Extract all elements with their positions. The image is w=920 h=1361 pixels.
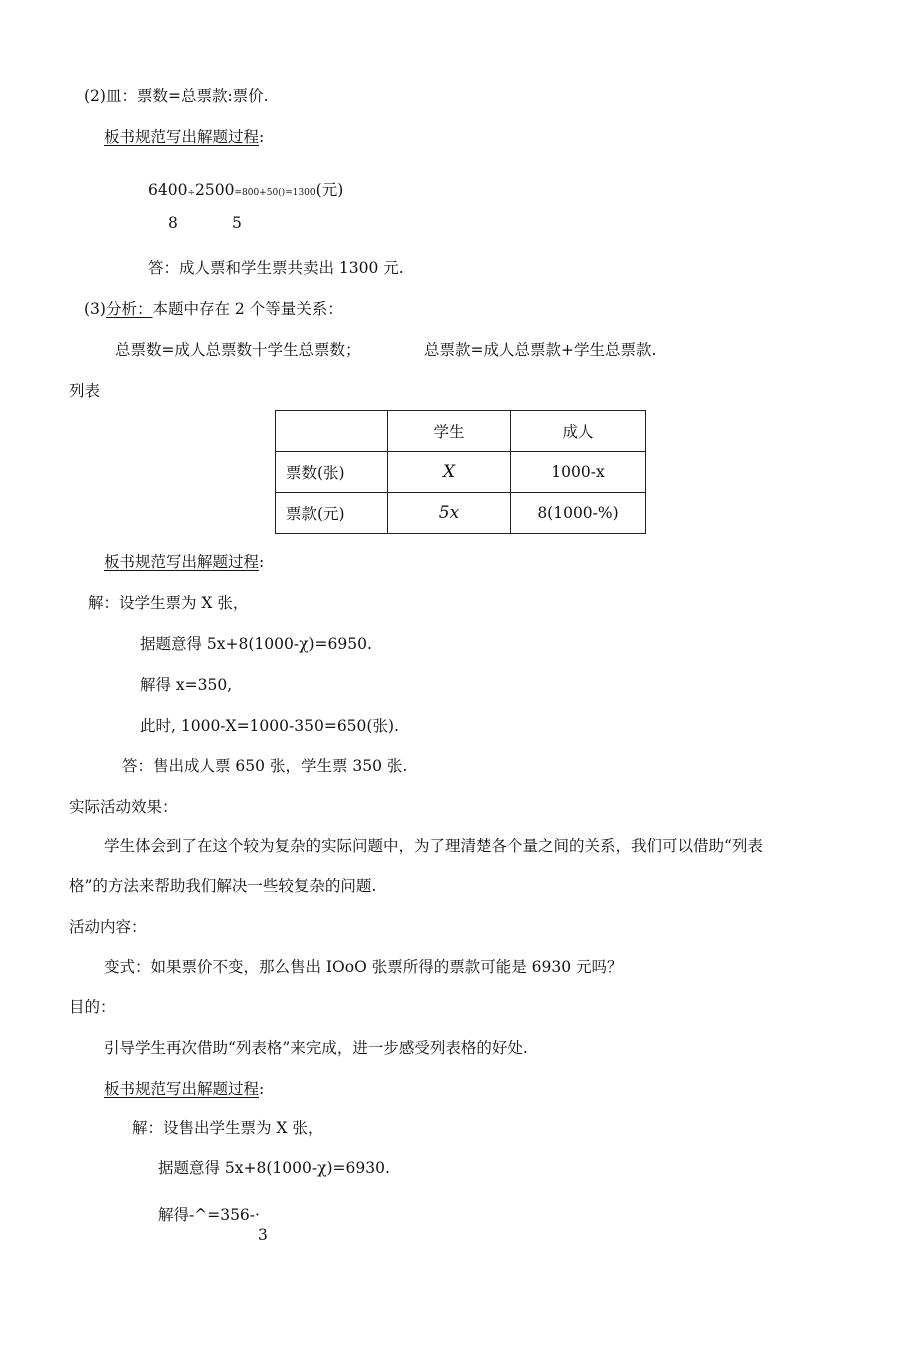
table-header-cell: 成人: [511, 411, 646, 452]
denominator-1: 8: [168, 214, 178, 232]
effect-paragraph-line1: 学生体会到了在这个较为复杂的实际问题中，为了理清楚各个量之间的关系，我们可以借助“列表: [104, 837, 763, 855]
relation-2: 总票款=成人总票款+学生总票款.: [424, 341, 657, 359]
equation-num1: 6400: [148, 181, 188, 199]
table-header-row: [276, 411, 646, 452]
board-heading-3: [104, 1079, 264, 1099]
table-row: [276, 452, 646, 493]
relation-1: 总票数=成人总票数十学生总票数；: [115, 341, 361, 359]
goal-paragraph: 引导学生再次借助“列表格”来完成，进一步感受列表格的好处.: [104, 1039, 528, 1057]
table-cell: 1000-x: [511, 452, 646, 493]
board-heading-3-text: 板书规范写出解题过程: [104, 1080, 260, 1098]
denominator-2: 5: [232, 214, 242, 232]
solution-line: 解得 x=350,: [140, 676, 233, 694]
table-cell: 8(1000-%): [511, 493, 646, 534]
table-header-cell: [276, 411, 388, 452]
solution-line: 解：设售出学生票为 X 张，: [132, 1119, 324, 1137]
answer-1: 答：成人票和学生票共卖出 1300 元.: [148, 259, 404, 277]
board-heading-1-colon: :: [259, 128, 265, 146]
solution-line: 解：设学生票为 X 张，: [88, 594, 249, 612]
ticket-table: [275, 410, 646, 534]
table-cell: X: [388, 452, 511, 493]
table-cell: 5x: [388, 493, 511, 534]
equation-divide: ÷: [187, 188, 195, 198]
solution-line: 此时, 1000-X=1000-350=650(张).: [140, 717, 399, 735]
table-row: [276, 493, 646, 534]
equation-line: [148, 180, 343, 203]
equation-unit: (元): [315, 181, 344, 199]
table-header-cell: 学生: [388, 411, 511, 452]
part2-text: (2)皿：票数=总票款:票价.: [84, 87, 269, 105]
board-heading-2-colon: :: [259, 553, 265, 571]
content-heading: 活动内容：: [69, 918, 147, 936]
part3-text: 本题中存在 2 个等量关系：: [152, 300, 343, 318]
part3-number: (3): [84, 300, 106, 318]
content-paragraph: 变式：如果票价不变，那么售出 IOoO 张票所得的票款可能是 6930 元吗？: [104, 958, 623, 976]
board-heading-1-text: 板书规范写出解题过程: [104, 128, 260, 146]
solution-line: 据题意得 5x+8(1000-χ)=6930.: [158, 1159, 390, 1177]
solution-line: 解得-^=356-·: [158, 1206, 260, 1224]
analysis-label: 分析：: [105, 300, 153, 318]
effect-heading: 实际活动效果：: [69, 798, 178, 816]
solution-line: 据题意得 5x+8(1000-χ)=6950.: [140, 635, 372, 653]
board-heading-1: [104, 127, 264, 147]
table-row-label: 票款(元): [276, 493, 388, 534]
answer-2: 答：售出成人票 650 张，学生票 350 张.: [122, 757, 408, 775]
board-heading-3-colon: :: [259, 1080, 265, 1098]
equation-small: =800+50()=1300: [234, 188, 316, 198]
table-row-label: 票数(张): [276, 452, 388, 493]
fraction-denominator: 3: [258, 1226, 268, 1244]
list-label: 列表: [69, 382, 101, 400]
board-heading-2: [104, 552, 264, 572]
effect-paragraph-line2: 格”的方法来帮助我们解决一些较复杂的问题.: [69, 877, 377, 895]
board-heading-2-text: 板书规范写出解题过程: [104, 553, 260, 571]
equation-num2: 2500: [195, 181, 235, 199]
goal-heading: 目的：: [69, 998, 116, 1016]
part3-heading: [84, 299, 343, 319]
